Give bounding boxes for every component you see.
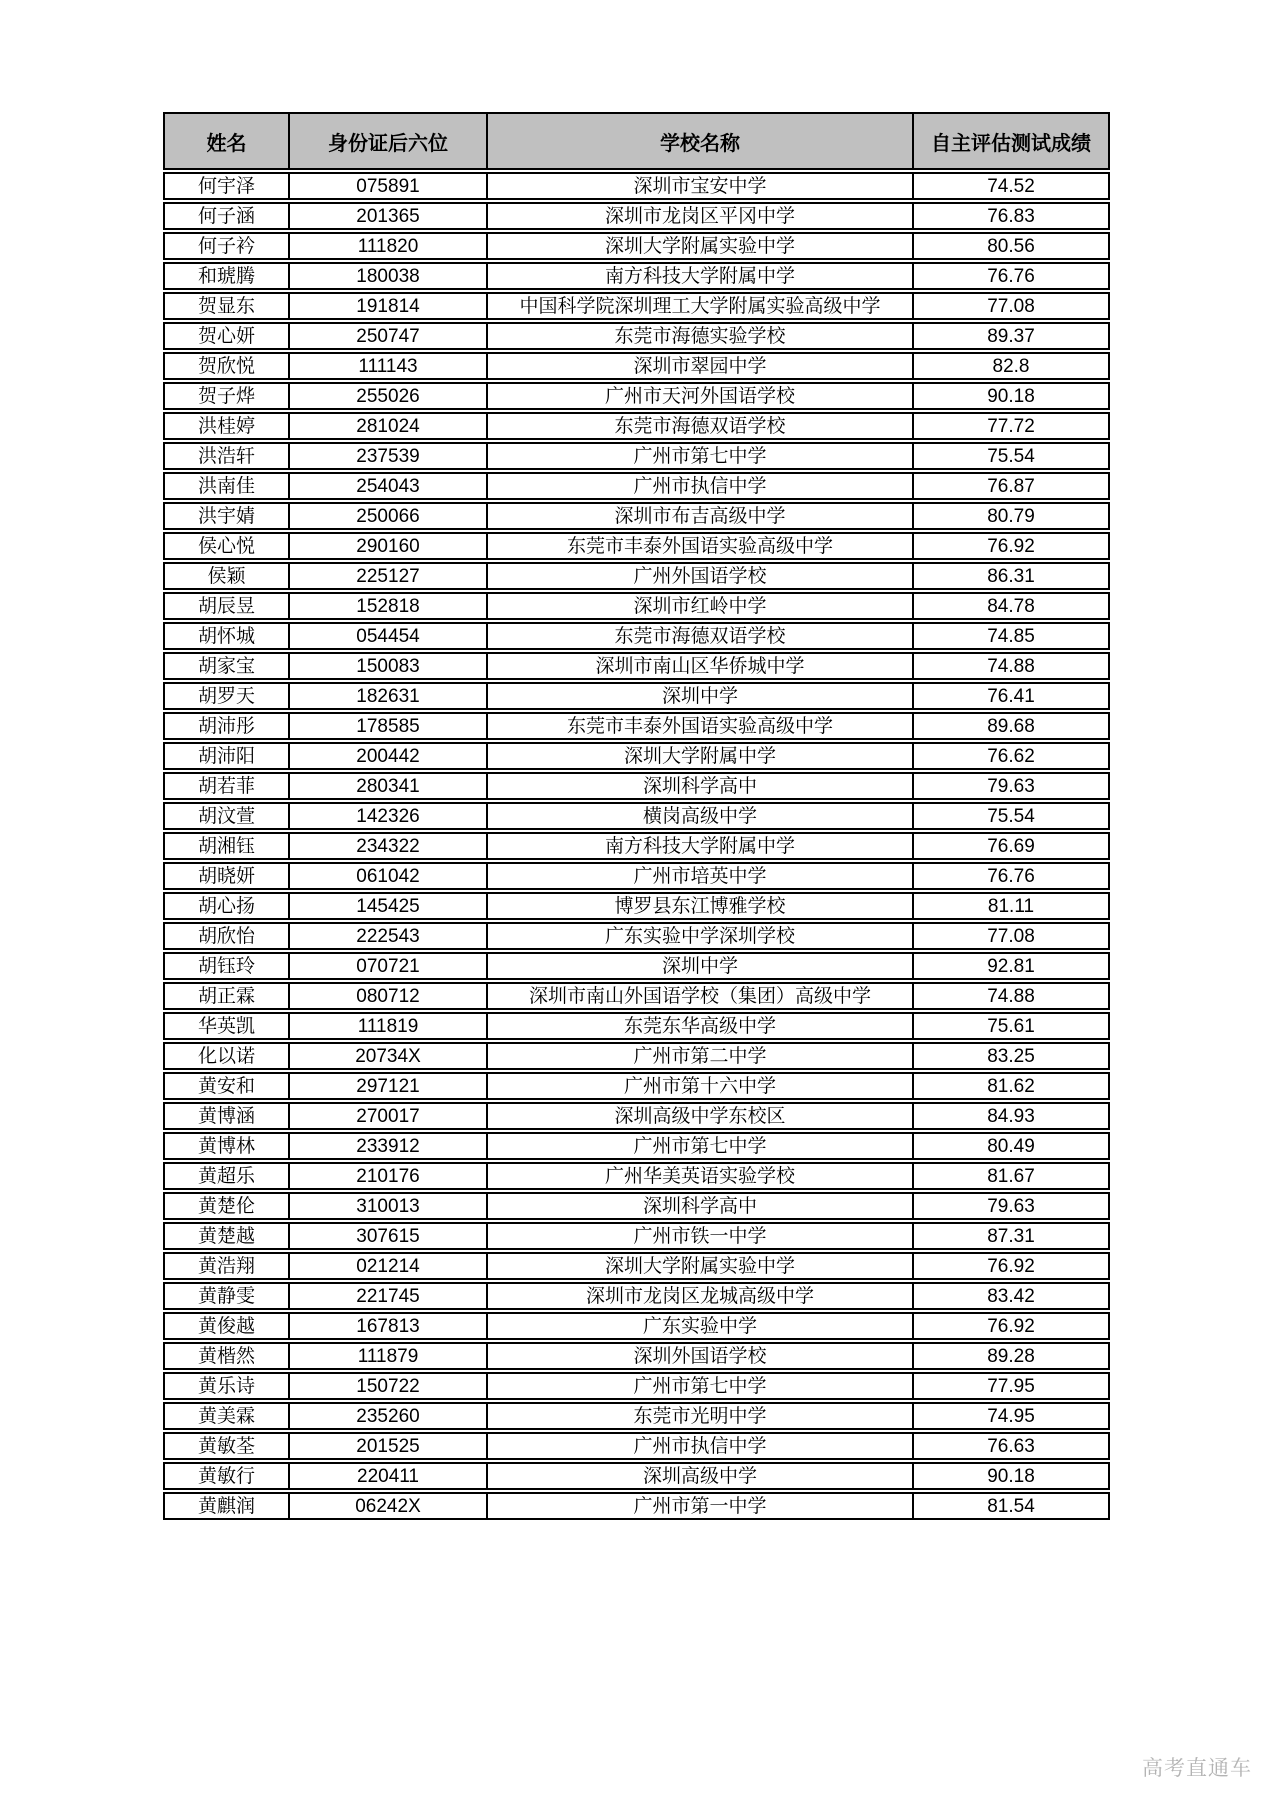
- cell-id: 200442: [289, 742, 487, 770]
- cell-score: 76.83: [913, 202, 1110, 230]
- cell-school: 东莞市海德实验学校: [487, 322, 913, 350]
- cell-score: 74.52: [913, 172, 1110, 200]
- cell-id: 201525: [289, 1432, 487, 1460]
- cell-name: 何宇泽: [163, 172, 289, 200]
- cell-school: 深圳外国语学校: [487, 1342, 913, 1370]
- cell-name: 黄敏行: [163, 1462, 289, 1490]
- cell-id: 235260: [289, 1402, 487, 1430]
- cell-name: 黄静雯: [163, 1282, 289, 1310]
- cell-id: 145425: [289, 892, 487, 920]
- column-header-name: 姓名: [163, 112, 289, 170]
- cell-name: 贺欣悦: [163, 352, 289, 380]
- cell-id: 290160: [289, 532, 487, 560]
- cell-id: 237539: [289, 442, 487, 470]
- table-row: [163, 742, 1110, 770]
- cell-score: 90.18: [913, 1462, 1110, 1490]
- cell-score: 80.49: [913, 1132, 1110, 1160]
- cell-school: 中国科学院深圳理工大学附属实验高级中学: [487, 292, 913, 320]
- cell-score: 77.08: [913, 292, 1110, 320]
- cell-id: 061042: [289, 862, 487, 890]
- cell-score: 90.18: [913, 382, 1110, 410]
- table-row: [163, 1042, 1110, 1070]
- table-row: [163, 1372, 1110, 1400]
- cell-id: 310013: [289, 1192, 487, 1220]
- cell-score: 86.31: [913, 562, 1110, 590]
- cell-name: 黄敏荃: [163, 1432, 289, 1460]
- cell-name: 胡若菲: [163, 772, 289, 800]
- cell-name: 胡湘钰: [163, 832, 289, 860]
- cell-id: 250066: [289, 502, 487, 530]
- table-row: [163, 922, 1110, 950]
- cell-school: 深圳市龙岗区龙城高级中学: [487, 1282, 913, 1310]
- cell-name: 胡罗天: [163, 682, 289, 710]
- table-row: [163, 1282, 1110, 1310]
- table-row: [163, 292, 1110, 320]
- cell-name: 侯颖: [163, 562, 289, 590]
- table-row: [163, 1492, 1110, 1520]
- cell-school: 深圳大学附属实验中学: [487, 232, 913, 260]
- cell-school: 深圳科学高中: [487, 1192, 913, 1220]
- cell-name: 黄楷然: [163, 1342, 289, 1370]
- cell-name: 黄乐诗: [163, 1372, 289, 1400]
- cell-school: 横岗高级中学: [487, 802, 913, 830]
- cell-score: 76.76: [913, 862, 1110, 890]
- score-table: [163, 110, 1110, 1522]
- table-row: [163, 1192, 1110, 1220]
- cell-school: 广东实验中学: [487, 1312, 913, 1340]
- cell-school: 深圳市布吉高级中学: [487, 502, 913, 530]
- table-row: [163, 172, 1110, 200]
- cell-school: 广州市第二中学: [487, 1042, 913, 1070]
- cell-name: 胡沛彤: [163, 712, 289, 740]
- table-row: [163, 982, 1110, 1010]
- cell-id: 225127: [289, 562, 487, 590]
- table-row: [163, 502, 1110, 530]
- cell-school: 深圳市红岭中学: [487, 592, 913, 620]
- cell-id: 142326: [289, 802, 487, 830]
- cell-id: 167813: [289, 1312, 487, 1340]
- cell-score: 79.63: [913, 1192, 1110, 1220]
- cell-school: 深圳市南山区华侨城中学: [487, 652, 913, 680]
- cell-name: 黄博涵: [163, 1102, 289, 1130]
- cell-score: 92.81: [913, 952, 1110, 980]
- table-row: [163, 652, 1110, 680]
- cell-id: 307615: [289, 1222, 487, 1250]
- cell-score: 74.88: [913, 652, 1110, 680]
- cell-name: 胡家宝: [163, 652, 289, 680]
- cell-name: 胡辰昱: [163, 592, 289, 620]
- cell-school: 广东实验中学深圳学校: [487, 922, 913, 950]
- cell-name: 贺显东: [163, 292, 289, 320]
- cell-id: 233912: [289, 1132, 487, 1160]
- cell-school: 广州华美英语实验学校: [487, 1162, 913, 1190]
- table-row: [163, 1462, 1110, 1490]
- cell-id: 111143: [289, 352, 487, 380]
- cell-name: 胡正霖: [163, 982, 289, 1010]
- table-row: [163, 862, 1110, 890]
- cell-id: 297121: [289, 1072, 487, 1100]
- score-table-container: [163, 110, 1110, 1522]
- column-header-id: 身份证后六位: [289, 112, 487, 170]
- cell-score: 76.92: [913, 532, 1110, 560]
- cell-score: 76.92: [913, 1252, 1110, 1280]
- cell-id: 221745: [289, 1282, 487, 1310]
- cell-name: 黄博林: [163, 1132, 289, 1160]
- cell-school: 广州市培英中学: [487, 862, 913, 890]
- cell-id: 06242X: [289, 1492, 487, 1520]
- cell-id: 178585: [289, 712, 487, 740]
- cell-name: 胡汶萱: [163, 802, 289, 830]
- cell-id: 080712: [289, 982, 487, 1010]
- cell-score: 89.68: [913, 712, 1110, 740]
- cell-name: 黄麒润: [163, 1492, 289, 1520]
- cell-name: 胡心扬: [163, 892, 289, 920]
- cell-school: 东莞市丰泰外国语实验高级中学: [487, 712, 913, 740]
- cell-id: 150083: [289, 652, 487, 680]
- table-row: [163, 712, 1110, 740]
- cell-name: 洪宇婧: [163, 502, 289, 530]
- cell-id: 075891: [289, 172, 487, 200]
- cell-school: 东莞市海德双语学校: [487, 412, 913, 440]
- cell-school: 深圳市南山外国语学校（集团）高级中学: [487, 982, 913, 1010]
- cell-school: 广州市第七中学: [487, 1372, 913, 1400]
- cell-id: 111819: [289, 1012, 487, 1040]
- cell-id: 255026: [289, 382, 487, 410]
- cell-score: 76.41: [913, 682, 1110, 710]
- cell-school: 深圳中学: [487, 952, 913, 980]
- cell-score: 89.37: [913, 322, 1110, 350]
- cell-id: 191814: [289, 292, 487, 320]
- cell-id: 111879: [289, 1342, 487, 1370]
- table-row: [163, 592, 1110, 620]
- cell-school: 深圳科学高中: [487, 772, 913, 800]
- cell-id: 054454: [289, 622, 487, 650]
- cell-score: 87.31: [913, 1222, 1110, 1250]
- table-row: [163, 202, 1110, 230]
- cell-score: 83.42: [913, 1282, 1110, 1310]
- cell-school: 广州市执信中学: [487, 472, 913, 500]
- cell-school: 深圳大学附属实验中学: [487, 1252, 913, 1280]
- cell-name: 洪南佳: [163, 472, 289, 500]
- cell-name: 胡晓妍: [163, 862, 289, 890]
- cell-school: 深圳高级中学东校区: [487, 1102, 913, 1130]
- table-row: [163, 1312, 1110, 1340]
- cell-name: 贺子烨: [163, 382, 289, 410]
- cell-id: 021214: [289, 1252, 487, 1280]
- cell-name: 黄俊越: [163, 1312, 289, 1340]
- column-header-score: 自主评估测试成绩: [913, 112, 1110, 170]
- cell-id: 182631: [289, 682, 487, 710]
- cell-id: 222543: [289, 922, 487, 950]
- cell-name: 侯心悦: [163, 532, 289, 560]
- cell-score: 80.79: [913, 502, 1110, 530]
- cell-name: 胡怀城: [163, 622, 289, 650]
- cell-id: 220411: [289, 1462, 487, 1490]
- cell-id: 180038: [289, 262, 487, 290]
- table-row: [163, 1222, 1110, 1250]
- cell-score: 76.92: [913, 1312, 1110, 1340]
- table-row: [163, 232, 1110, 260]
- cell-score: 83.25: [913, 1042, 1110, 1070]
- cell-id: 281024: [289, 412, 487, 440]
- cell-school: 深圳高级中学: [487, 1462, 913, 1490]
- cell-score: 84.93: [913, 1102, 1110, 1130]
- cell-name: 黄美霖: [163, 1402, 289, 1430]
- table-row: [163, 1432, 1110, 1460]
- table-row: [163, 1252, 1110, 1280]
- cell-name: 胡钰玲: [163, 952, 289, 980]
- cell-score: 77.72: [913, 412, 1110, 440]
- cell-school: 广州市第一中学: [487, 1492, 913, 1520]
- table-header-row: [163, 112, 1110, 170]
- cell-school: 东莞市丰泰外国语实验高级中学: [487, 532, 913, 560]
- cell-id: 150722: [289, 1372, 487, 1400]
- cell-score: 81.54: [913, 1492, 1110, 1520]
- cell-school: 东莞市光明中学: [487, 1402, 913, 1430]
- cell-id: 250747: [289, 322, 487, 350]
- cell-score: 89.28: [913, 1342, 1110, 1370]
- cell-score: 74.95: [913, 1402, 1110, 1430]
- cell-score: 76.76: [913, 262, 1110, 290]
- cell-name: 黄安和: [163, 1072, 289, 1100]
- table-row: [163, 772, 1110, 800]
- table-row: [163, 532, 1110, 560]
- cell-name: 胡沛阳: [163, 742, 289, 770]
- cell-score: 81.11: [913, 892, 1110, 920]
- cell-school: 深圳市翠园中学: [487, 352, 913, 380]
- table-row: [163, 682, 1110, 710]
- cell-score: 75.61: [913, 1012, 1110, 1040]
- cell-score: 77.08: [913, 922, 1110, 950]
- cell-score: 76.62: [913, 742, 1110, 770]
- cell-score: 75.54: [913, 442, 1110, 470]
- cell-school: 广州市执信中学: [487, 1432, 913, 1460]
- cell-id: 152818: [289, 592, 487, 620]
- table-row: [163, 562, 1110, 590]
- cell-school: 南方科技大学附属中学: [487, 832, 913, 860]
- table-row: [163, 1132, 1110, 1160]
- table-row: [163, 382, 1110, 410]
- cell-name: 黄超乐: [163, 1162, 289, 1190]
- cell-name: 黄楚伦: [163, 1192, 289, 1220]
- table-row: [163, 262, 1110, 290]
- table-row: [163, 802, 1110, 830]
- cell-id: 111820: [289, 232, 487, 260]
- cell-name: 黄楚越: [163, 1222, 289, 1250]
- cell-name: 黄浩翔: [163, 1252, 289, 1280]
- cell-name: 何子衿: [163, 232, 289, 260]
- cell-school: 深圳市宝安中学: [487, 172, 913, 200]
- cell-id: 280341: [289, 772, 487, 800]
- table-row: [163, 352, 1110, 380]
- cell-score: 76.63: [913, 1432, 1110, 1460]
- cell-id: 210176: [289, 1162, 487, 1190]
- cell-school: 深圳市龙岗区平冈中学: [487, 202, 913, 230]
- cell-id: 270017: [289, 1102, 487, 1130]
- cell-score: 74.88: [913, 982, 1110, 1010]
- cell-name: 胡欣怡: [163, 922, 289, 950]
- table-row: [163, 1342, 1110, 1370]
- cell-name: 和琥腾: [163, 262, 289, 290]
- cell-score: 80.56: [913, 232, 1110, 260]
- cell-school: 东莞市海德双语学校: [487, 622, 913, 650]
- cell-name: 华英凯: [163, 1012, 289, 1040]
- cell-school: 广州市第七中学: [487, 442, 913, 470]
- cell-school: 广州市铁一中学: [487, 1222, 913, 1250]
- table-row: [163, 622, 1110, 650]
- cell-name: 洪桂婷: [163, 412, 289, 440]
- cell-score: 76.87: [913, 472, 1110, 500]
- table-row: [163, 412, 1110, 440]
- cell-score: 79.63: [913, 772, 1110, 800]
- cell-score: 81.62: [913, 1072, 1110, 1100]
- cell-id: 201365: [289, 202, 487, 230]
- cell-score: 82.8: [913, 352, 1110, 380]
- table-row: [163, 442, 1110, 470]
- table-row: [163, 1402, 1110, 1430]
- cell-score: 74.85: [913, 622, 1110, 650]
- cell-id: 254043: [289, 472, 487, 500]
- cell-school: 深圳大学附属中学: [487, 742, 913, 770]
- table-row: [163, 1102, 1110, 1130]
- table-body: [163, 172, 1110, 1520]
- table-row: [163, 1072, 1110, 1100]
- table-header: [163, 112, 1110, 170]
- cell-id: 234322: [289, 832, 487, 860]
- cell-score: 75.54: [913, 802, 1110, 830]
- cell-school: 深圳中学: [487, 682, 913, 710]
- table-row: [163, 472, 1110, 500]
- cell-school: 东莞东华高级中学: [487, 1012, 913, 1040]
- cell-school: 广州外国语学校: [487, 562, 913, 590]
- cell-score: 77.95: [913, 1372, 1110, 1400]
- cell-school: 广州市天河外国语学校: [487, 382, 913, 410]
- cell-score: 76.69: [913, 832, 1110, 860]
- cell-score: 81.67: [913, 1162, 1110, 1190]
- table-row: [163, 322, 1110, 350]
- cell-school: 南方科技大学附属中学: [487, 262, 913, 290]
- table-row: [163, 832, 1110, 860]
- cell-name: 何子涵: [163, 202, 289, 230]
- cell-name: 化以诺: [163, 1042, 289, 1070]
- cell-id: 070721: [289, 952, 487, 980]
- cell-name: 贺心妍: [163, 322, 289, 350]
- table-row: [163, 892, 1110, 920]
- cell-school: 广州市第七中学: [487, 1132, 913, 1160]
- column-header-school: 学校名称: [487, 112, 913, 170]
- cell-id: 20734X: [289, 1042, 487, 1070]
- table-row: [163, 1162, 1110, 1190]
- cell-school: 广州市第十六中学: [487, 1072, 913, 1100]
- table-row: [163, 1012, 1110, 1040]
- table-row: [163, 952, 1110, 980]
- watermark-text: 高考直通车: [1142, 1757, 1252, 1780]
- cell-school: 博罗县东江博雅学校: [487, 892, 913, 920]
- cell-score: 84.78: [913, 592, 1110, 620]
- cell-name: 洪浩轩: [163, 442, 289, 470]
